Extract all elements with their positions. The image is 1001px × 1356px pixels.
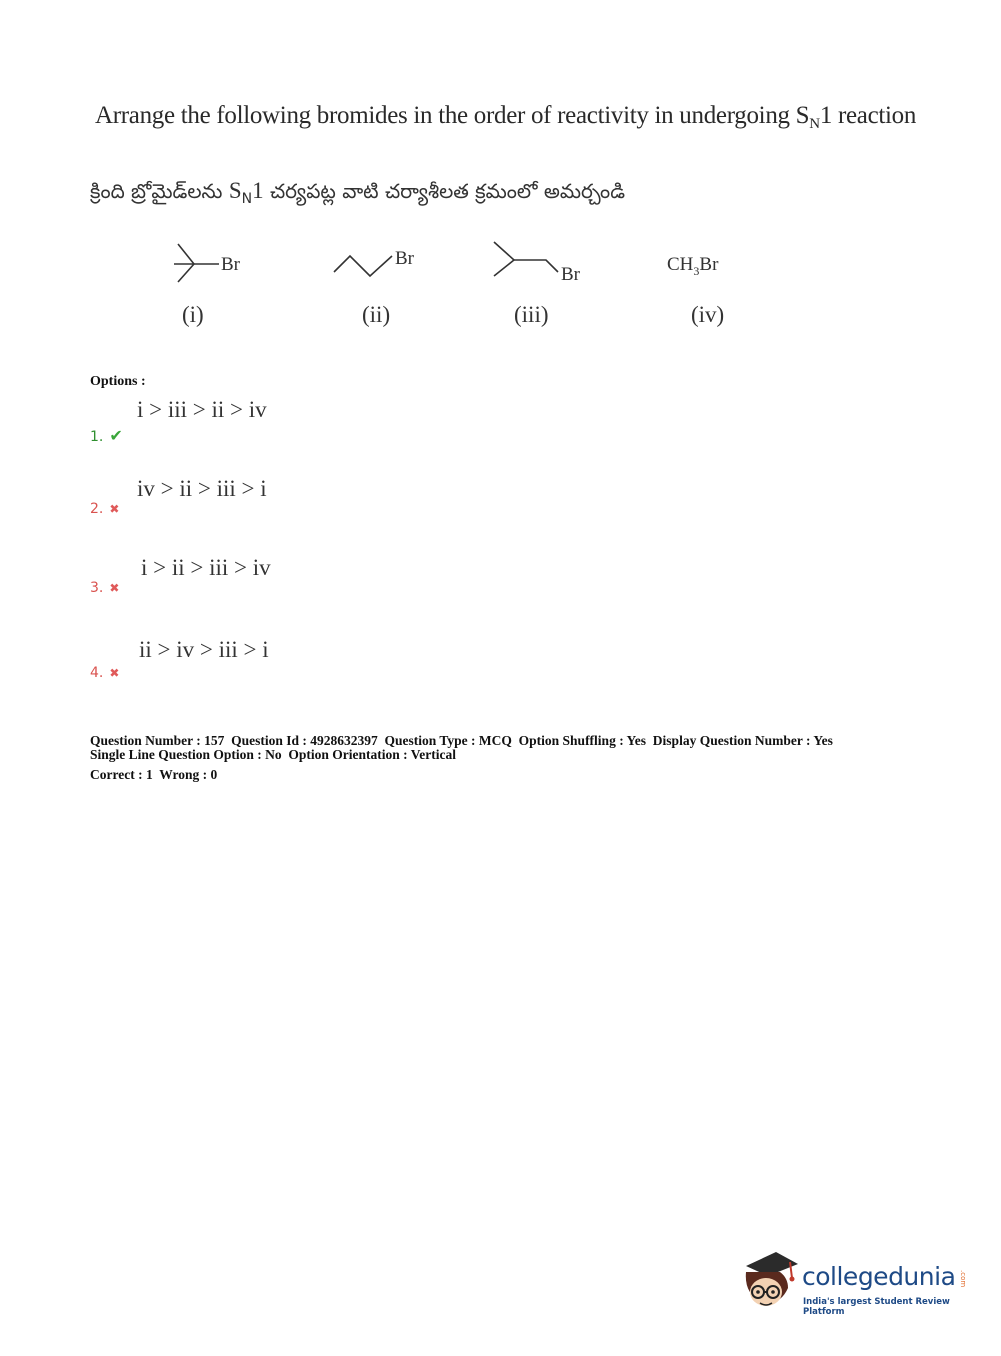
option-1-number: 1. ✔ [90, 426, 123, 445]
structure-i-br: Br [221, 254, 240, 275]
mascot-icon [740, 1248, 800, 1318]
check-icon: ✔ [109, 426, 123, 445]
collegedunia-logo [740, 1248, 970, 1318]
structure-label-ii: (ii) [362, 302, 391, 327]
option-2-text: iv > ii > iii > i [137, 476, 267, 501]
structure-ii [334, 256, 392, 276]
question-meta-line-3: Correct : 1 Wrong : 0 [90, 767, 218, 782]
cross-icon: ✖ [109, 581, 120, 595]
structure-label-iv: (iv) [691, 302, 725, 327]
logo-suffix: .com [959, 1270, 967, 1288]
cross-icon: ✖ [109, 502, 120, 516]
structure-iii [494, 242, 558, 276]
structure-iii-br: Br [561, 264, 580, 285]
structure-label-i: (i) [182, 302, 204, 327]
option-2-number: 2. ✖ [90, 501, 120, 517]
structures-figure [0, 230, 1001, 340]
options-heading: Options : [90, 374, 146, 389]
cross-icon: ✖ [109, 666, 120, 680]
structure-ii-br: Br [395, 248, 414, 269]
question-meta-line-1: Question Number : 157 Question Id : 4928632397 Question Type : MCQ Option Shuffling : Yes Display Question Number : Yes [90, 733, 833, 748]
option-1-text: i > iii > ii > iv [137, 397, 267, 422]
structure-iv-formula: $CH_3Br$ [667, 254, 719, 278]
question-telugu: క్రింది బ్రోమైడ్‌లను $S_N1$ చర్యపట్ల వాటి చర్యాశీలత క్రమంలో అమర్చండి [90, 178, 625, 207]
question-meta-line-2: Single Line Question Option : No Option Orientation : Vertical [90, 747, 457, 762]
option-4-text: ii > iv > iii > i [139, 637, 269, 662]
option-3-number: 3. ✖ [90, 580, 120, 596]
structure-i [174, 244, 219, 282]
logo-wordmark: collegedunia [802, 1262, 956, 1291]
question-english: Arrange the following bromides in the order of reactivity in undergoing $S_N1$ reaction [95, 102, 917, 132]
structure-label-iii: (iii) [514, 302, 549, 327]
logo-tagline: India's largest Student Review Platform [803, 1297, 950, 1317]
option-3-text: i > ii > iii > iv [141, 555, 271, 580]
option-4-number: 4. ✖ [90, 665, 120, 681]
